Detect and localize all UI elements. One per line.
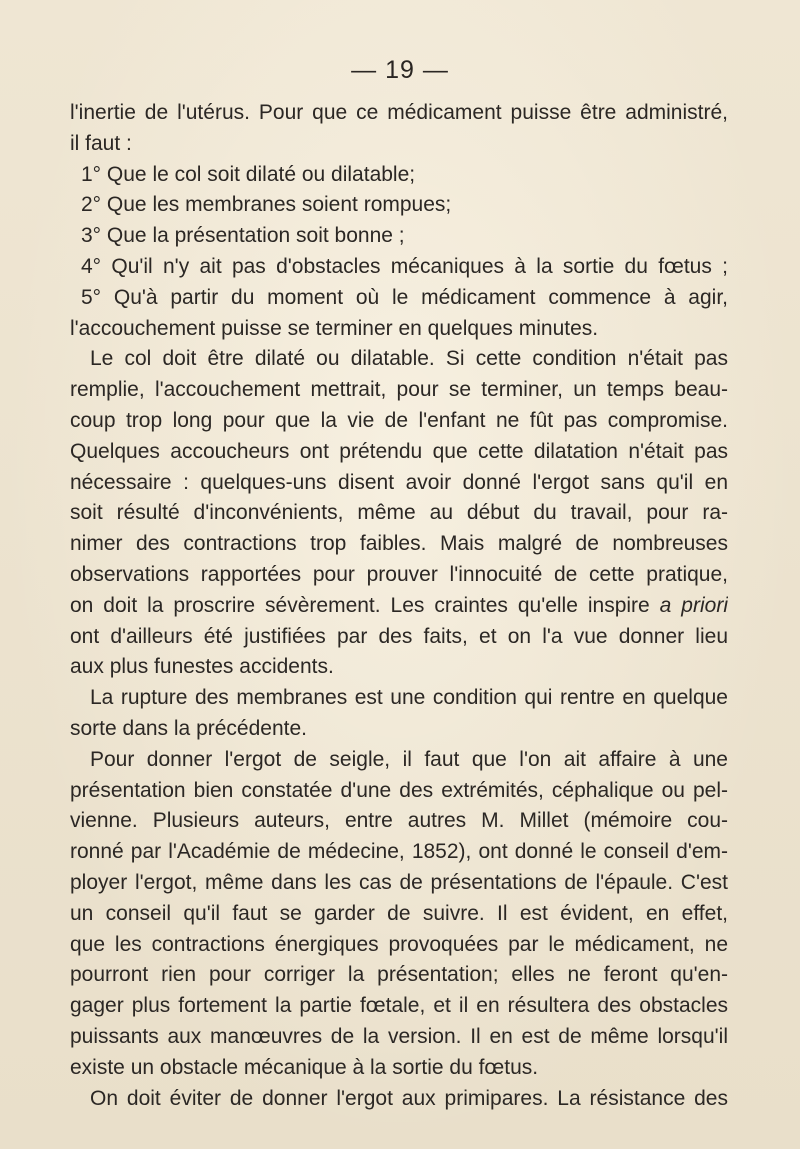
text-line: que les contractions énergiques provoquées par le médicament, ne bbox=[70, 932, 728, 956]
text-line: présentation bien constatée d'une des extrémités, céphalique ou pel- bbox=[70, 778, 728, 802]
paragraph-start-line: Pour donner l'ergot de seigle, il faut que l'on ait affaire à une bbox=[90, 747, 728, 771]
text-line: sorte dans la précédente. bbox=[70, 716, 307, 740]
text-line: soit résulté d'inconvénients, même au début du travail, pour ra- bbox=[70, 501, 728, 525]
text-line-with-italic bbox=[70, 591, 728, 622]
paragraph-start-line: La rupture des membranes est une condition qui rentre en quelque bbox=[90, 686, 728, 710]
text-line: puissants aux manœuvres de la version. Il en est de même lorsqu'il bbox=[70, 1024, 728, 1048]
text-line: nimer des contractions trop faibles. Mais malgré de nombreuses bbox=[70, 532, 728, 556]
page-body-text bbox=[70, 98, 728, 1114]
text-line: il faut : bbox=[70, 131, 132, 155]
text-line: ont d'ailleurs été justifiées par des faits, et on l'a vue donner lieu bbox=[70, 624, 728, 648]
text-line: l'inertie de l'utérus. Pour que ce médicament puisse être administré, bbox=[70, 101, 728, 124]
text-line: coup trop long pour que la vie de l'enfant ne fût pas compromise. bbox=[70, 408, 728, 432]
text-line: ronné par l'Académie de médecine, 1852), ont donné le conseil d'em- bbox=[70, 840, 728, 864]
paragraph-start-line: Le col doit être dilaté ou dilatable. Si cette condition n'était pas bbox=[90, 347, 728, 371]
text-line: vienne. Plusieurs auteurs, entre autres M. Millet (mémoire cou- bbox=[70, 809, 728, 833]
text-fragment: on doit la proscrire sévèrement. Les craintes qu'elle inspire bbox=[70, 593, 650, 617]
list-item: 4° Qu'il n'y ait pas d'obstacles mécaniques à la sortie du fœtus ; bbox=[81, 254, 728, 278]
text-line: ployer l'ergot, même dans les cas de présentations de l'épaule. C'est bbox=[70, 870, 728, 894]
list-item: 2° Que les membranes soient rompues; bbox=[81, 193, 452, 217]
text-line: un conseil qu'il faut se garder de suivre. Il est évident, en effet, bbox=[70, 901, 728, 925]
text-line: l'accouchement puisse se terminer en quelques minutes. bbox=[70, 316, 599, 340]
page-number: — 19 — bbox=[351, 56, 449, 84]
text-line: Quelques accoucheurs ont prétendu que cette dilatation n'était pas bbox=[70, 439, 728, 463]
text-line: existe un obstacle mécanique à la sortie du fœtus. bbox=[70, 1055, 539, 1079]
list-item: 3° Que la présentation soit bonne ; bbox=[81, 224, 405, 248]
paragraph-start-line: On doit éviter de donner l'ergot aux primipares. La résistance des bbox=[90, 1086, 728, 1110]
text-line: remplie, l'accouchement mettrait, pour se terminer, un temps beau- bbox=[70, 378, 728, 402]
list-item: 5° Qu'à partir du moment où le médicament commence à agir, bbox=[81, 285, 728, 309]
text-line: aux plus funestes accidents. bbox=[70, 655, 334, 679]
text-line: observations rapportées pour prouver l'innocuité de cette pratique, bbox=[70, 562, 728, 586]
list-item: 1° Que le col soit dilaté ou dilatable; bbox=[81, 162, 416, 186]
text-line: gager plus fortement la partie fœtale, et il en résultera des obstacles bbox=[70, 994, 728, 1018]
italic-phrase: a priori bbox=[659, 593, 728, 617]
text-line: nécessaire : quelques-uns disent avoir donné l'ergot sans qu'il en bbox=[70, 470, 728, 494]
text-line: pourront rien pour corriger la présentation; elles ne feront qu'en- bbox=[70, 963, 728, 987]
